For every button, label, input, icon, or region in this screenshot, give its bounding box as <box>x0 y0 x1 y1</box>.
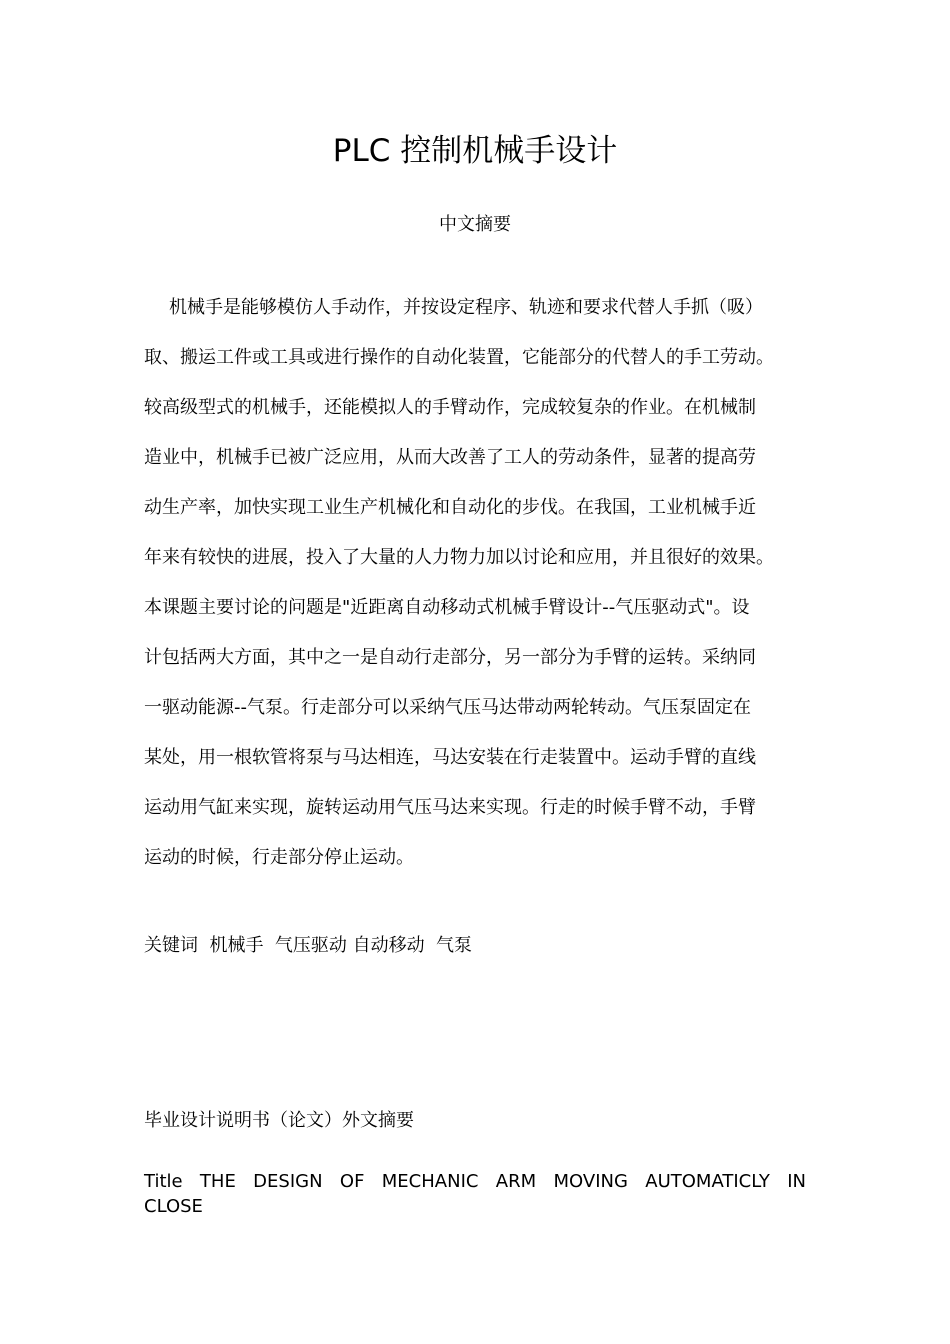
abstract-body <box>144 283 809 883</box>
abstract-line: 某处，用一根软管将泵与马达相连，马达安装在行走装置中。运动手臂的直线 <box>144 747 756 768</box>
foreign-title-word: MOVING <box>553 1171 628 1192</box>
foreign-title-word: IN <box>787 1171 806 1192</box>
foreign-title-word: OF <box>339 1171 365 1192</box>
document-title: PLC 控制机械手设计 <box>332 133 618 169</box>
abstract-line: 运动的时候，行走部分停止运动。 <box>144 847 414 868</box>
abstract-line: 较高级型式的机械手，还能模拟人的手臂动作，完成较复杂的作业。在机械制 <box>144 397 756 418</box>
keywords-line: 关键词 机械手 气压驱动 自动移动 气泵 <box>144 935 473 956</box>
abstract-heading: 中文摘要 <box>439 214 511 235</box>
foreign-title <box>144 1169 806 1219</box>
foreign-title-word: AUTOMATICLY <box>645 1171 770 1192</box>
abstract-line: 计包括两大方面，其中之一是自动行走部分，另一部分为手臂的运转。采纳同 <box>144 647 756 668</box>
abstract-line: 取、搬运工件或工具或进行操作的自动化装置，它能部分的代替人的手工劳动。 <box>144 347 774 368</box>
abstract-line: 造业中，机械手已被广泛应用，从而大改善了工人的劳动条件，显著的提高劳 <box>144 447 756 468</box>
abstract-line: 运动用气缸来实现，旋转运动用气压马达来实现。行走的时候手臂不动，手臂 <box>144 797 756 818</box>
foreign-title-label: Title <box>144 1171 183 1192</box>
foreign-title-word: THE <box>199 1171 236 1192</box>
abstract-line: 年来有较快的进展，投入了大量的人力物力加以讨论和应用，并且很好的效果。 <box>144 547 774 568</box>
abstract-line: 动生产率，加快实现工业生产机械化和自动化的步伐。在我国，工业机械手近 <box>144 497 756 518</box>
foreign-abstract-heading: 毕业设计说明书（论文）外文摘要 <box>144 1110 414 1131</box>
abstract-line: 本课题主要讨论的问题是"近距离自动移动式机械手臂设计--气压驱动式"。设 <box>144 597 750 618</box>
foreign-title-word: ARM <box>495 1171 537 1192</box>
foreign-title-line <box>144 1169 806 1194</box>
foreign-title-line: CLOSE <box>144 1196 203 1217</box>
abstract-line: 机械手是能够模仿人手动作，并按设定程序、轨迹和要求代替人手抓（吸） <box>169 297 763 318</box>
foreign-title-word: MECHANIC <box>381 1171 479 1192</box>
abstract-line: 一驱动能源--气泵。行走部分可以采纳气压马达带动两轮转动。气压泵固定在 <box>144 697 751 718</box>
foreign-title-word: DESIGN <box>253 1171 323 1192</box>
